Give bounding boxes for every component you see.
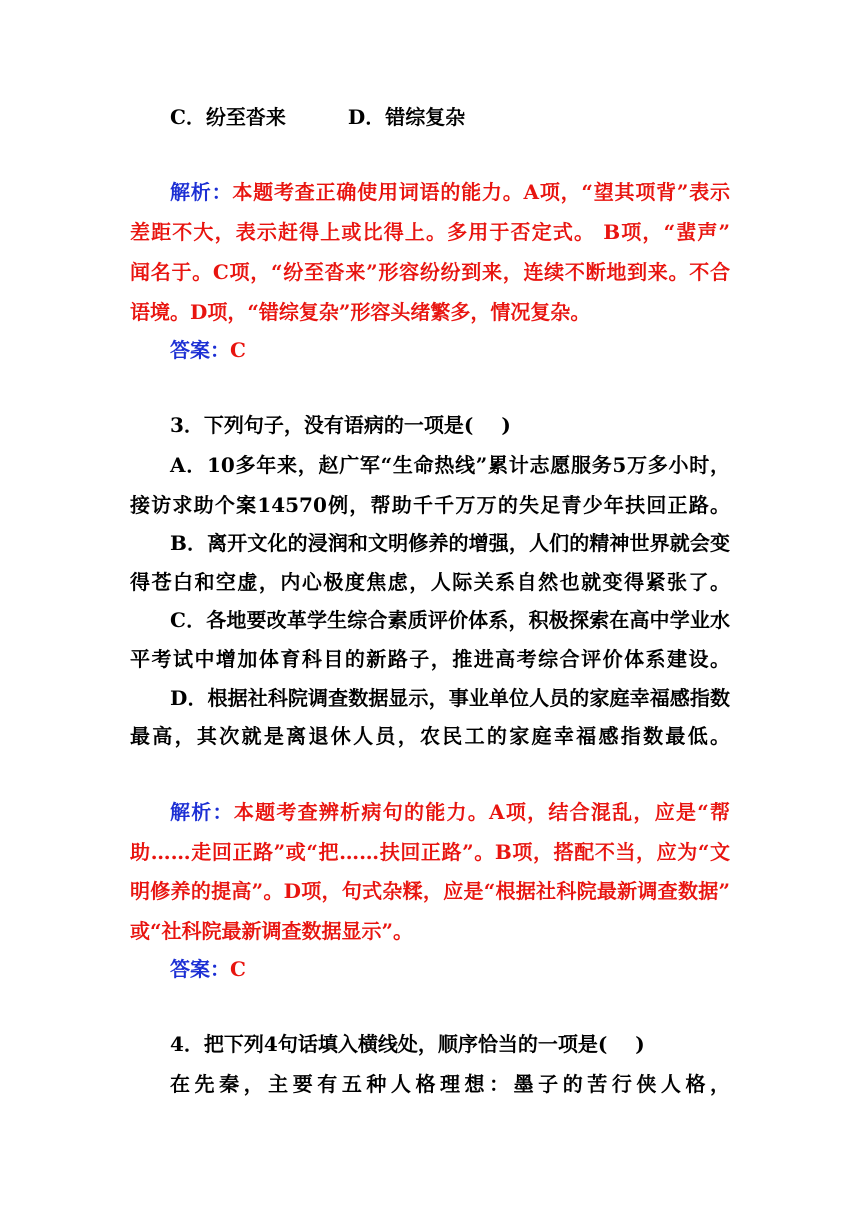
q2-answer-value: C (230, 338, 246, 362)
q3-answer-label: 答案： (170, 957, 230, 981)
q3-option-b-line-1: B．离开文化的浸润和文明修养的增强，人们的精神世界就会变 (170, 531, 730, 555)
q2-analysis-line-2: 差距不大，表示赶得上或比得上。多用于否定式。 B项，“蜚声” (130, 220, 730, 244)
q3-answer (170, 949, 730, 989)
q3-stem: 3．下列句子，没有语病的一项是( ) (170, 413, 511, 437)
q2-analysis-line-3: 闻名于。C项，“纷至沓来”形容纷纷到来，连续不断地到来。不合 (130, 260, 730, 284)
q4-stem: 4．把下列4句话填入横线处，顺序恰当的一项是( ) (170, 1032, 645, 1056)
q2-options-cd (170, 97, 730, 137)
q3-option-d-line-2: 最高，其次就是离退休人员，农民工的家庭幸福感指数最低。 (130, 724, 730, 748)
q2-option-d: D．错综复杂 (347, 105, 466, 129)
q3-option-c-line-1: C．各地要改革学生综合素质评价体系，积极探索在高中学业水 (170, 608, 730, 632)
q2-analysis-line-4: 语境。D项，“错综复杂”形容头绪繁多，情况复杂。 (130, 300, 591, 324)
q3-analysis-line-4: 或“社科院最新调查数据显示”。 (130, 919, 414, 943)
q3-analysis-line-2: 助……走回正路”或“把……扶回正路”。B项，搭配不当，应为“文 (130, 840, 730, 864)
q2-analysis-line-1: 解析：本题考查正确使用词语的能力。A项，“望其项背”表示 (170, 180, 730, 204)
q2-analysis-label: 解析： (170, 180, 233, 204)
q3-option-b-line-2: 得苍白和空虚，内心极度焦虑，人际关系自然也就变得紧张了。 (130, 570, 730, 594)
q2-option-c: C．纷至沓来 (170, 105, 286, 129)
q3-option-d-line-1: D．根据社科院调查数据显示，事业单位人员的家庭幸福感指数 (170, 686, 730, 710)
q2-answer-label: 答案： (170, 338, 230, 362)
q4-passage-line-1: 在先秦，主要有五种人格理想：墨子的苦行侠人格， (170, 1072, 730, 1096)
q3-option-c-line-2: 平考试中增加体育科目的新路子，推进高考综合评价体系建设。 (130, 647, 730, 671)
q3-option-a-line-1: A．10多年来，赵广军“生命热线”累计志愿服务5万多小时， (170, 453, 730, 477)
q2-answer (170, 330, 730, 370)
q3-option-a-line-2: 接访求助个案14570例，帮助千千万万的失足青少年扶回正路。 (130, 493, 730, 517)
q3-analysis-label: 解析： (170, 800, 234, 824)
q3-analysis-line-3: 明修养的提高”。D项，句式杂糅，应是“根据社科院最新调查数据” (130, 879, 730, 903)
q3-analysis-line-1: 解析：本题考查辨析病句的能力。A项，结合混乱，应是“帮 (170, 800, 730, 824)
q3-answer-value: C (230, 957, 246, 981)
